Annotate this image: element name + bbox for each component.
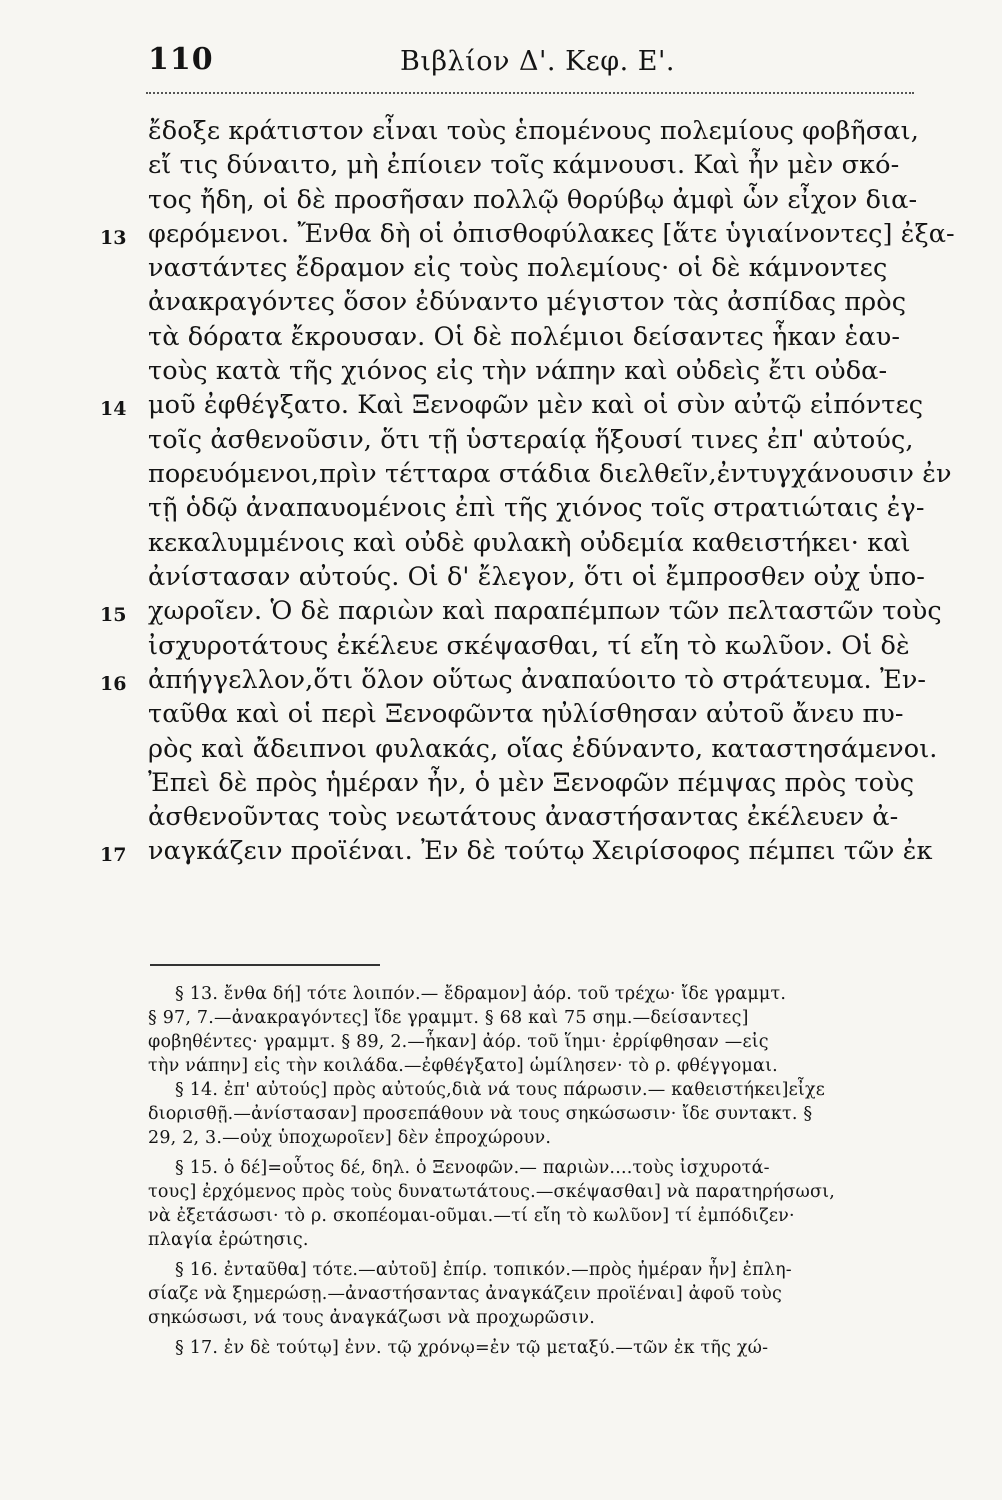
page-header bbox=[140, 42, 920, 82]
text-line: τος ἤδη, οἱ δὲ προσῆσαν πολλῷ θορύβῳ ἀμφὶ ὧν εἶχον δια- bbox=[148, 185, 918, 215]
section-number: 13 bbox=[100, 227, 127, 249]
footnote-line: σίαζε νὰ ξημερώσῃ.—ἀναστήσαντας ἀναγκάζειν προϊέναι] ἀφοῦ τοὺς bbox=[148, 1284, 782, 1304]
section-number: 16 bbox=[100, 673, 127, 695]
text-line: ναγκάζειν προϊέναι. Ἐν δὲ τούτῳ Χειρίσοφος πέμπει τῶν ἐκ bbox=[148, 836, 933, 866]
text-line: τὰ δόρατα ἔκρουσαν. Οἱ δὲ πολέμιοι δείσαντες ἧκαν ἑαυ- bbox=[148, 322, 901, 352]
footnote-line: φοβηθέντες· γραμμτ. § 89, 2.—ἧκαν] ἀόρ. τοῦ ἵημι· ἐρρίφθησαν —εἰς bbox=[148, 1032, 769, 1052]
text-line: ἰσχυροτάτους ἐκέλευε σκέψασθαι, τί εἴη τὸ κωλῦον. Οἱ δὲ bbox=[148, 631, 910, 661]
text-line: ἀνίστασαν αὐτούς. Οἱ δ' ἔλεγον, ὅτι οἱ ἔμπροσθεν οὐχ ὑπο- bbox=[148, 562, 925, 592]
header-divider bbox=[146, 92, 914, 94]
text-line: πορευόμενοι,πρὶν τέτταρα στάδια διελθεῖν,ἐντυγχάνουσιν ἐν bbox=[148, 459, 952, 489]
footnote-line: τὴν νάπην] εἰς τὴν κοιλάδα.—ἐφθέγξατο] ὡμίλησεν· τὸ ρ. φθέγγομαι. bbox=[148, 1056, 778, 1076]
footnote-line: σηκώσωσι, νά τους ἀναγκάζωσι νὰ προχωρῶσιν. bbox=[148, 1308, 596, 1328]
text-line: Ἐπεὶ δὲ πρὸς ἡμέραν ἦν, ὁ μὲν Ξενοφῶν πέμψας πρὸς τοὺς bbox=[148, 768, 915, 798]
footnote-line: νὰ ἐξετάσωσι· τὸ ρ. σκοπέομαι-οῦμαι.—τί εἴη τὸ κωλῦον] τί ἐμπόδιζεν· bbox=[148, 1206, 795, 1226]
footnote-line: πλαγία ἐρώτησις. bbox=[148, 1230, 309, 1250]
section-number: 17 bbox=[100, 844, 127, 866]
text-line: ναστάντες ἔδραμον εἰς τοὺς πολεμίους· οἱ δὲ κάμνοντες bbox=[148, 253, 888, 283]
footnote-line: 29, 2, 3.—οὐχ ὑποχωροῖεν] δὲν ἐπροχώρουν. bbox=[148, 1128, 552, 1148]
footnote-line: § 16. ἐνταῦθα] τότε.—αὐτοῦ] ἐπίρ. τοπικόν.—πρὸς ἡμέραν ἦν] ἐπλη- bbox=[175, 1260, 792, 1280]
text-line: ἔδοξε κράτιστον εἶναι τοὺς ἑπομένους πολεμίους φοβῆσαι, bbox=[148, 116, 919, 146]
text-line: ἀσθενοῦντας τοὺς νεωτάτους ἀναστήσαντας ἐκέλευεν ἀ- bbox=[148, 802, 899, 832]
text-line: ἀπήγγελλον,ὅτι ὅλον οὕτως ἀναπαύοιτο τὸ στράτευμα. Ἐν- bbox=[148, 665, 927, 695]
section-number: 14 bbox=[100, 398, 127, 420]
footnote-line: § 13. ἔνθα δή] τότε λοιπόν.— ἔδραμον] ἀόρ. τοῦ τρέχω· ἴδε γραμμτ. bbox=[175, 984, 787, 1004]
text-line: τῇ ὁδῷ ἀναπαυομένοις ἐπὶ τῆς χιόνος τοῖς στρατιώταις ἐγ- bbox=[148, 493, 925, 523]
text-line: ρὸς καὶ ἄδειπνοι φυλακάς, οἵας ἐδύναντο, καταστησάμενοι. bbox=[148, 734, 938, 764]
footnote-divider bbox=[150, 964, 380, 966]
page-number: 110 bbox=[148, 42, 214, 77]
text-line: κεκαλυμμένοις καὶ οὐδὲ φυλακὴ οὐδεμία καθειστήκει· καὶ bbox=[148, 528, 911, 558]
footnote-line: § 14. ἐπ' αὐτούς] πρὸς αὐτούς,διὰ νά τους πάρωσιν.— καθειστήκει]εἶχε bbox=[175, 1080, 826, 1100]
footnote-line: § 17. ἐν δὲ τούτῳ] ἐνν. τῷ χρόνῳ=ἐν τῷ μεταξύ.—τῶν ἐκ τῆς χώ- bbox=[175, 1338, 769, 1358]
text-line: μοῦ ἐφθέγξατο. Καὶ Ξενοφῶν μὲν καὶ οἱ σὺν αὐτῷ εἰπόντες bbox=[148, 390, 924, 420]
text-line: ταῦθα καὶ οἱ περὶ Ξενοφῶντα ηὐλίσθησαν αὐτοῦ ἄνευ πυ- bbox=[148, 699, 904, 729]
text-line: φερόμενοι. Ἔνθα δὴ οἱ ὀπισθοφύλακες [ἅτε ὑγιαίνοντες] ἐξα- bbox=[148, 219, 955, 249]
footnote-line: διορισθῇ.—ἀνίστασαν] προσεπάθουν νὰ τους σηκώσωσιν· ἴδε συντακτ. § bbox=[148, 1104, 813, 1124]
text-line: τοῖς ἀσθενοῦσιν, ὅτι τῇ ὑστεραίᾳ ἥξουσί τινες ἐπ' αὐτούς, bbox=[148, 425, 914, 455]
footnote-line: τους] ἐρχόμενος πρὸς τοὺς δυνατωτάτους.—σκέψασθαι] νὰ παρατηρήσωσι, bbox=[148, 1182, 835, 1202]
running-head: Βιβλίον Δ'. Κεφ. Ε'. bbox=[400, 46, 676, 77]
text-line: τοὺς κατὰ τῆς χιόνος εἰς τὴν νάπην καὶ οὐδεὶς ἔτι οὐδα- bbox=[148, 356, 888, 386]
text-line: χωροῖεν. Ὁ δὲ παριὼν καὶ παραπέμπων τῶν πελταστῶν τοὺς bbox=[148, 596, 942, 626]
section-number: 15 bbox=[100, 604, 127, 626]
footnote-line: § 97, 7.—ἀνακραγόντες] ἴδε γραμμτ. § 68 καὶ 75 σημ.—δείσαντες] bbox=[148, 1008, 749, 1028]
text-line: ἀνακραγόντες ὅσον ἐδύναντο μέγιστον τὰς ἀσπίδας πρὸς bbox=[148, 287, 907, 317]
footnote-line: § 15. ὁ δέ]=οὗτος δέ, δηλ. ὁ Ξενοφῶν.— παριὼν....τοὺς ἰσχυροτά- bbox=[175, 1158, 770, 1178]
text-line: εἴ τις δύναιτο, μὴ ἐπίοιεν τοῖς κάμνουσι. Καὶ ἦν μὲν σκό- bbox=[148, 150, 900, 180]
